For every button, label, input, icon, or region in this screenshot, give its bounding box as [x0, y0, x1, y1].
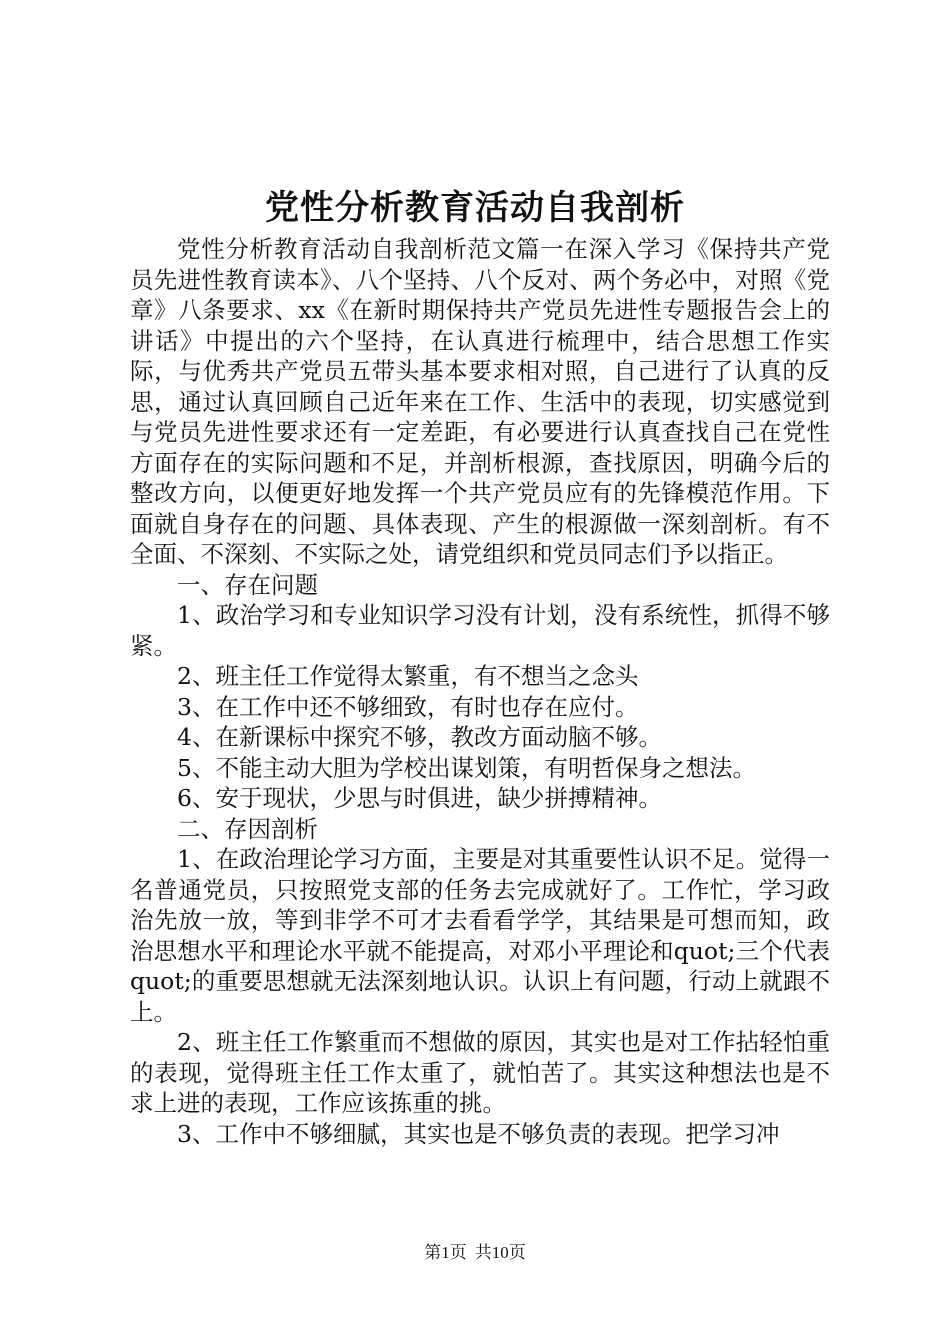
list-item-problem-3: 3、在工作中还不够细致，有时也存在应付。	[177, 692, 639, 721]
page-number: 第1页	[424, 1243, 467, 1262]
page-total: 共10页	[474, 1243, 526, 1262]
page-footer	[0, 1241, 950, 1265]
document-title: 党性分析教育活动自我剖析	[265, 188, 685, 228]
list-item-problem-2: 2、班主任工作觉得太繁重，有不想当之念头	[177, 662, 639, 690]
analysis-paragraph-2: 2、班主任工作繁重而不想做的原因，其实也是对工作拈轻怕重的表现，觉得班主任工作太重了，就怕苦了。其实这种想法也是不求上进的表现，工作应该拣重的挑。	[130, 1028, 830, 1117]
section-heading-problems: 一、存在问题	[177, 570, 318, 599]
list-item-problem-6: 6、安于现状，少思与时俱进，缺少拼搏精神。	[177, 784, 662, 812]
analysis-paragraph-1: 1、在政治理论学习方面，主要是对其重要性认识不足。觉得一名普通党员，只按照党支部的任务去完成就好了。工作忙，学习政治先放一放，等到非学不可才去看看学学，其结果是可想而知，政治思想水平和理论水平就不能提高，对邓小平理论和quot;三个代表quot;的重要思想就无法深刻地认识。认识上有问题，行动上就跟不上。	[130, 845, 830, 1026]
document-body	[130, 234, 830, 1149]
section-heading-analysis: 二、存因剖析	[177, 814, 318, 843]
list-item-problem-1: 1、政治学习和专业知识学习没有计划，没有系统性，抓得不够紧。	[130, 601, 830, 660]
paragraph-intro: 党性分析教育活动自我剖析范文篇一在深入学习《保持共产党员先进性教育读本》、八个坚持、八个反对、两个务必中，对照《党章》八条要求、xx《在新时期保持共产党员先进性专题报告会上的讲话》中提出的六个坚持，在认真进行梳理中，结合思想工作实际，与优秀共产党员五带头基本要求相对照，自己进行了认真的反思，通过认真回顾自己近年来在工作、生活中的表现，切实感觉到与党员先进性要求还有一定差距，有必要进行认真查找自己在党性方面存在的实际问题和不足，并剖析根源，查找原因，明确今后的整改方向，以便更好地发挥一个共产党员应有的先锋模范作用。下面就自身存在的问题、具体表现、产生的根源做一深刻剖析。有不全面、不深刻、不实际之处，请党组织和党员同志们予以指正。	[130, 235, 830, 568]
list-item-problem-5: 5、不能主动大胆为学校出谋划策，有明哲保身之想法。	[177, 753, 756, 782]
analysis-paragraph-3: 3、工作中不够细腻，其实也是不够负责的表现。把学习冲	[177, 1119, 780, 1148]
list-item-problem-4: 4、在新课标中探究不够，教改方面动脑不够。	[177, 723, 662, 751]
